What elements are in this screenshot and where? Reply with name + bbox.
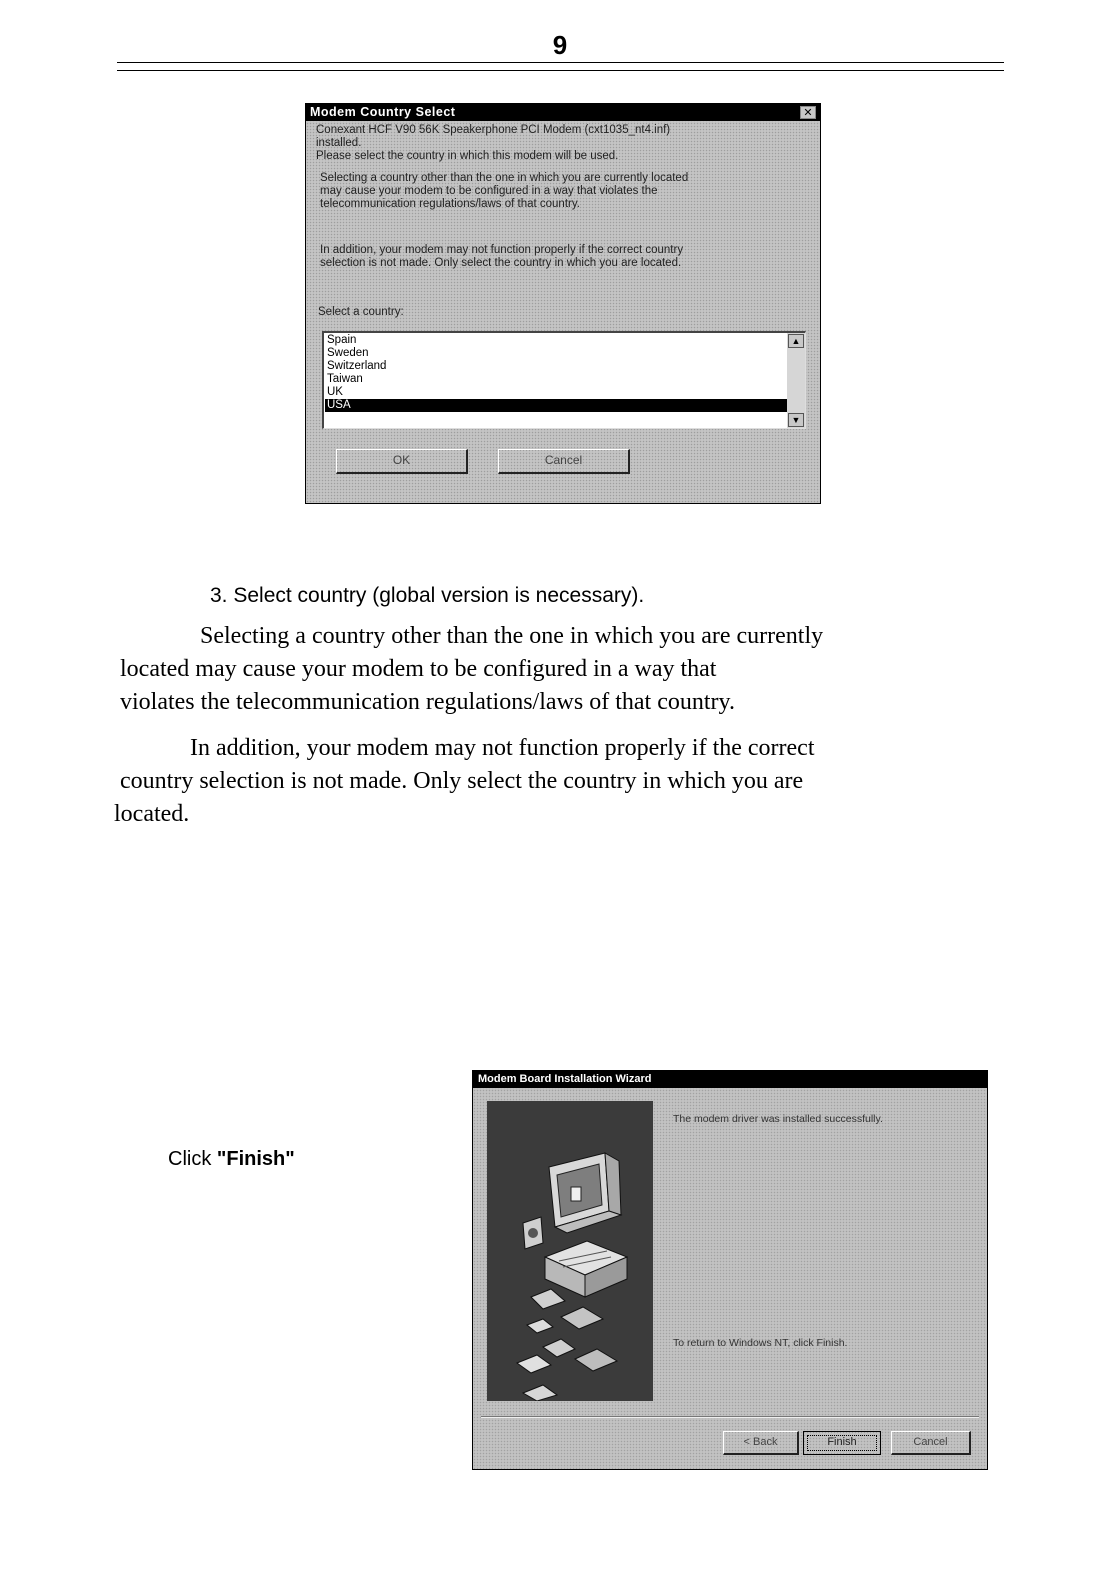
installed-text-line1: Conexant HCF V90 56K Speakerphone PCI Modem (cxt1035_nt4.inf) <box>316 124 671 136</box>
paragraph-line: located. <box>114 801 190 827</box>
page-number: 9 <box>552 30 568 60</box>
addition-line1: In addition, your modem may not function properly if the correct country <box>320 244 684 256</box>
wizard-separator <box>481 1416 979 1418</box>
installation-wizard-dialog <box>472 1070 988 1470</box>
click-prefix: Click <box>168 1148 212 1170</box>
select-country-label: Select a country: <box>318 306 404 318</box>
dialog-title-bar <box>306 104 820 121</box>
list-item-selected[interactable]: USA <box>325 399 787 412</box>
paragraph-line: located may cause your modem to be configured in a way that <box>120 656 717 682</box>
list-item[interactable]: Spain <box>327 334 357 346</box>
installed-text-line2: installed. <box>316 137 362 149</box>
scroll-down-icon[interactable]: ▼ <box>788 413 804 427</box>
click-emphasis: "Finish" <box>216 1148 295 1170</box>
cancel-button[interactable]: Cancel <box>891 1431 971 1455</box>
step-instruction: 3. Select country (global version is necessary). <box>210 584 645 607</box>
return-instruction: To return to Windows NT, click Finish. <box>673 1337 848 1349</box>
dialog-title: Modem Country Select <box>310 105 456 119</box>
paragraph-line: In addition, your modem may not function properly if the correct <box>190 735 815 761</box>
listbox-scrollbar[interactable] <box>787 333 805 428</box>
paragraph-line: violates the telecommunication regulations/laws of that country. <box>120 689 735 715</box>
wizard-title-bar <box>473 1071 987 1088</box>
addition-paragraph <box>114 732 980 831</box>
finish-button[interactable]: Finish <box>803 1431 881 1455</box>
list-item[interactable]: Taiwan <box>327 373 363 385</box>
warning-line2: may cause your modem to be configured in a way that violates the <box>320 185 658 197</box>
wizard-title: Modem Board Installation Wizard <box>478 1073 652 1085</box>
header-rule-top <box>117 62 1004 63</box>
header-rule-bottom <box>117 70 1004 71</box>
cancel-button[interactable]: Cancel <box>498 449 630 474</box>
warning-line1: Selecting a country other than the one in which you are currently located <box>320 172 689 184</box>
country-listbox[interactable] <box>322 331 806 429</box>
paragraph-line: country selection is not made. Only select the country in which you are <box>120 768 804 794</box>
success-message: The modem driver was installed successfully. <box>673 1113 883 1125</box>
computer-hardware-illustration <box>487 1101 653 1401</box>
back-button[interactable]: < Back <box>723 1431 799 1455</box>
modem-country-select-dialog <box>305 103 821 504</box>
warning-paragraph <box>120 620 980 719</box>
click-finish-instruction <box>168 1148 295 1171</box>
select-prompt: Please select the country in which this modem will be used. <box>316 150 619 162</box>
computer-hardware-icon <box>487 1101 653 1401</box>
list-item[interactable]: Switzerland <box>327 360 387 372</box>
list-item[interactable]: Sweden <box>327 347 369 359</box>
paragraph-line: Selecting a country other than the one in which you are currently <box>200 623 824 649</box>
close-icon[interactable]: ✕ <box>800 106 816 119</box>
scroll-up-icon[interactable]: ▲ <box>788 334 804 348</box>
addition-line2: selection is not made. Only select the country in which you are located. <box>320 257 682 269</box>
warning-line3: telecommunication regulations/laws of that country. <box>320 198 580 210</box>
ok-button[interactable]: OK <box>336 449 468 474</box>
list-item[interactable]: UK <box>327 386 343 398</box>
